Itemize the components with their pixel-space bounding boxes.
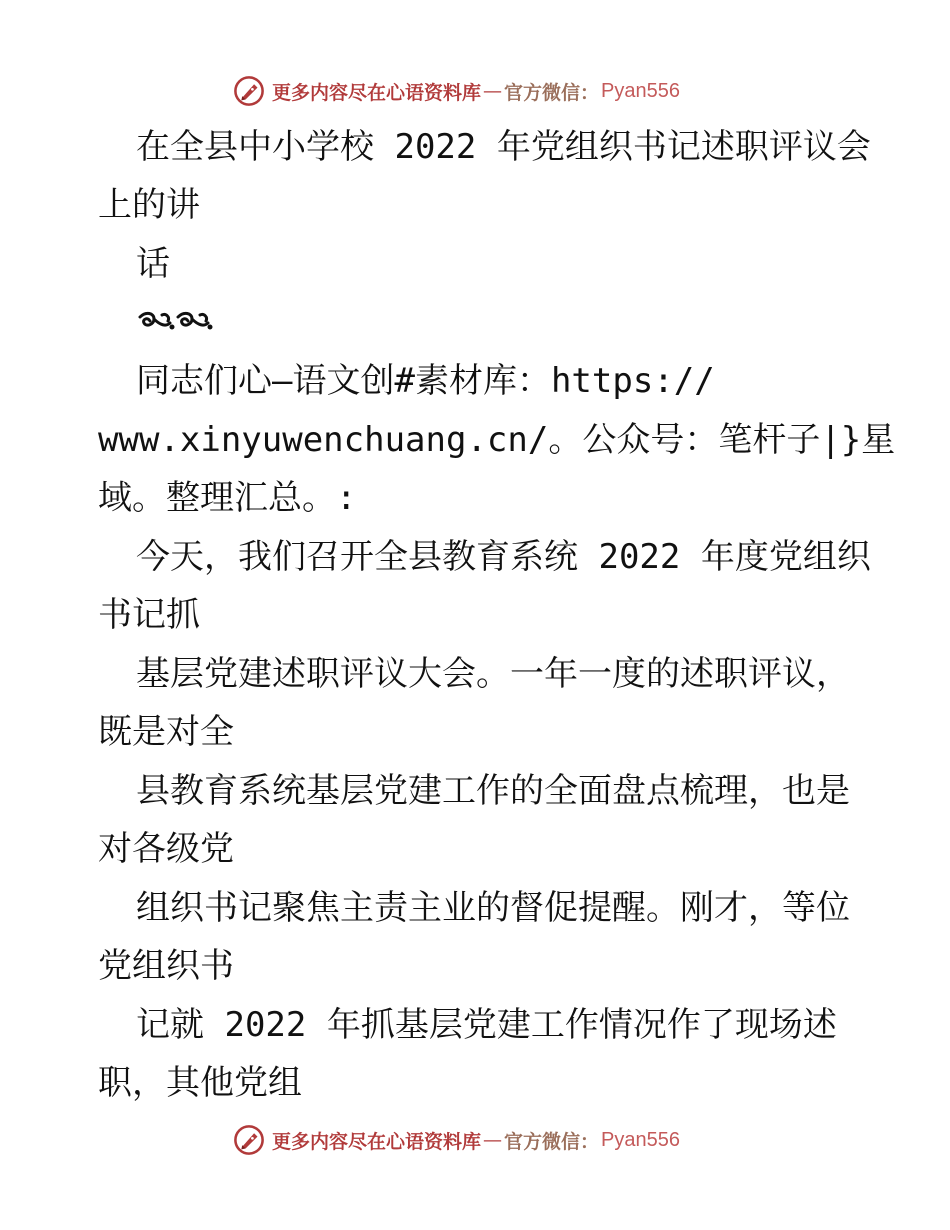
watermark-contact-label: 官方微信： — [504, 81, 600, 104]
pen-nib-circle-icon — [232, 1123, 266, 1157]
watermark-separator: — — [483, 1129, 503, 1151]
watermark-footer — [232, 1120, 680, 1160]
doc-paragraph-line: 既是对全 — [98, 712, 234, 752]
pen-nib-circle-icon — [232, 74, 266, 108]
doc-paragraph-line: 基层党建述职评议大会。一年一度的述职评议， — [136, 654, 850, 694]
doc-paragraph-line: 职，其他党组 — [98, 1063, 302, 1103]
doc-paragraph-line: 记就 2022 年抓基层党建工作情况作了现场述 — [136, 1005, 837, 1045]
doc-title-line-1: 在全县中小学校 2022 年党组织书记述职评议会 — [136, 127, 871, 167]
watermark-wechat-id: Pyan556 — [601, 79, 680, 102]
doc-paragraph-line: 县教育系统基层党建工作的全面盘点梳理，也是 — [136, 771, 850, 811]
doc-paragraph-line: 书记抓 — [98, 595, 200, 635]
decorative-flourish-icon — [136, 307, 216, 337]
doc-title-line-2: 上的讲 — [98, 185, 200, 225]
watermark-separator: — — [483, 80, 503, 102]
doc-paragraph-line: www.xinyuwenchuang.cn/。公众号：笔杆子|}星 — [98, 420, 896, 460]
watermark-header — [232, 71, 680, 111]
watermark-wechat-id: Pyan556 — [601, 1128, 680, 1151]
doc-title-line-3: 话 — [136, 244, 170, 284]
doc-paragraph-line: 今天，我们召开全县教育系统 2022 年度党组织 — [136, 537, 871, 577]
watermark-brand: 更多内容尽在心语资料库 — [272, 81, 482, 104]
watermark-contact-label: 官方微信： — [504, 1130, 600, 1153]
watermark-brand: 更多内容尽在心语资料库 — [272, 1130, 482, 1153]
doc-paragraph-line: 对各级党 — [98, 829, 234, 869]
doc-paragraph-line: 域。整理汇总。: — [98, 478, 357, 518]
doc-paragraph-line: 组织书记聚焦主责主业的督促提醒。刚才，等位 — [136, 888, 850, 928]
doc-paragraph-line: 同志们心—语文创#素材库：https:// — [136, 361, 715, 401]
doc-paragraph-line: 党组织书 — [98, 946, 234, 986]
